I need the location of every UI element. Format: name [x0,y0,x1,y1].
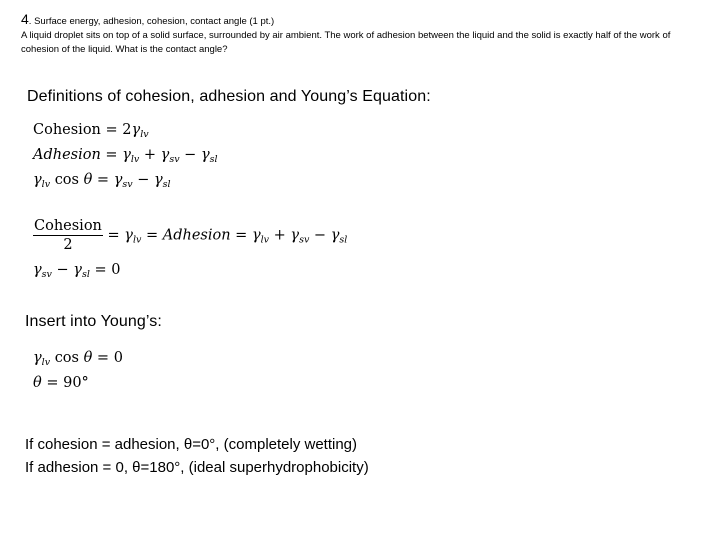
cohesion-definition-equation: Cohesion = $2\gamma_{lv}$ [33,122,149,140]
youngs-result-equation: $\gamma_{lv}$ cos θ = 0 [33,350,123,368]
adhesion-definition-equation: Adhesion = $\gamma_{lv} + \gamma_{sv} - \gamma_{sl}$ [33,147,218,165]
youngs-equation: $\gamma_{lv}$ $\cos \theta = \gamma_{sv} - \gamma_{sl}$ [33,172,171,190]
superhydrophobic-statement: If adhesion = 0, θ=180°, (ideal superhydrophobicity) [25,459,369,476]
contact-angle-result: θ = 90° [33,375,89,391]
question-number: 4 [21,11,29,27]
half-cohesion-equation: $\frac{\text{Cohesion}}{2}$ = $\gamma_{lv}$ = Adhesion = $\gamma_{lv} + \gamma_{sv} - \gamma_{sl}$ [34,218,348,253]
definitions-heading: Definitions of cohesion, adhesion and Young’s Equation: [27,88,431,105]
question-title-text: . Surface energy, adhesion, cohesion, contact angle (1 pt.) [28,16,275,27]
surface-energy-difference-equation: $\gamma_{sv} - \gamma_{sl} = 0$ [33,262,121,280]
question-text: A liquid droplet sits on top of a solid surface, surrounded by air ambient. The work of adhesion between the liquid and the solid is exactly half of the work of cohesion of the liquid. What is the contact angle? [21,30,671,55]
question-title [21,11,274,27]
insert-heading: Insert into Young’s: [25,313,162,330]
wetting-statement: If cohesion = adhesion, θ=0°, (completely wetting) [25,436,358,453]
cohesion-over-two-fraction: $\frac{\text{Cohesion}}{2}$ [34,218,102,253]
